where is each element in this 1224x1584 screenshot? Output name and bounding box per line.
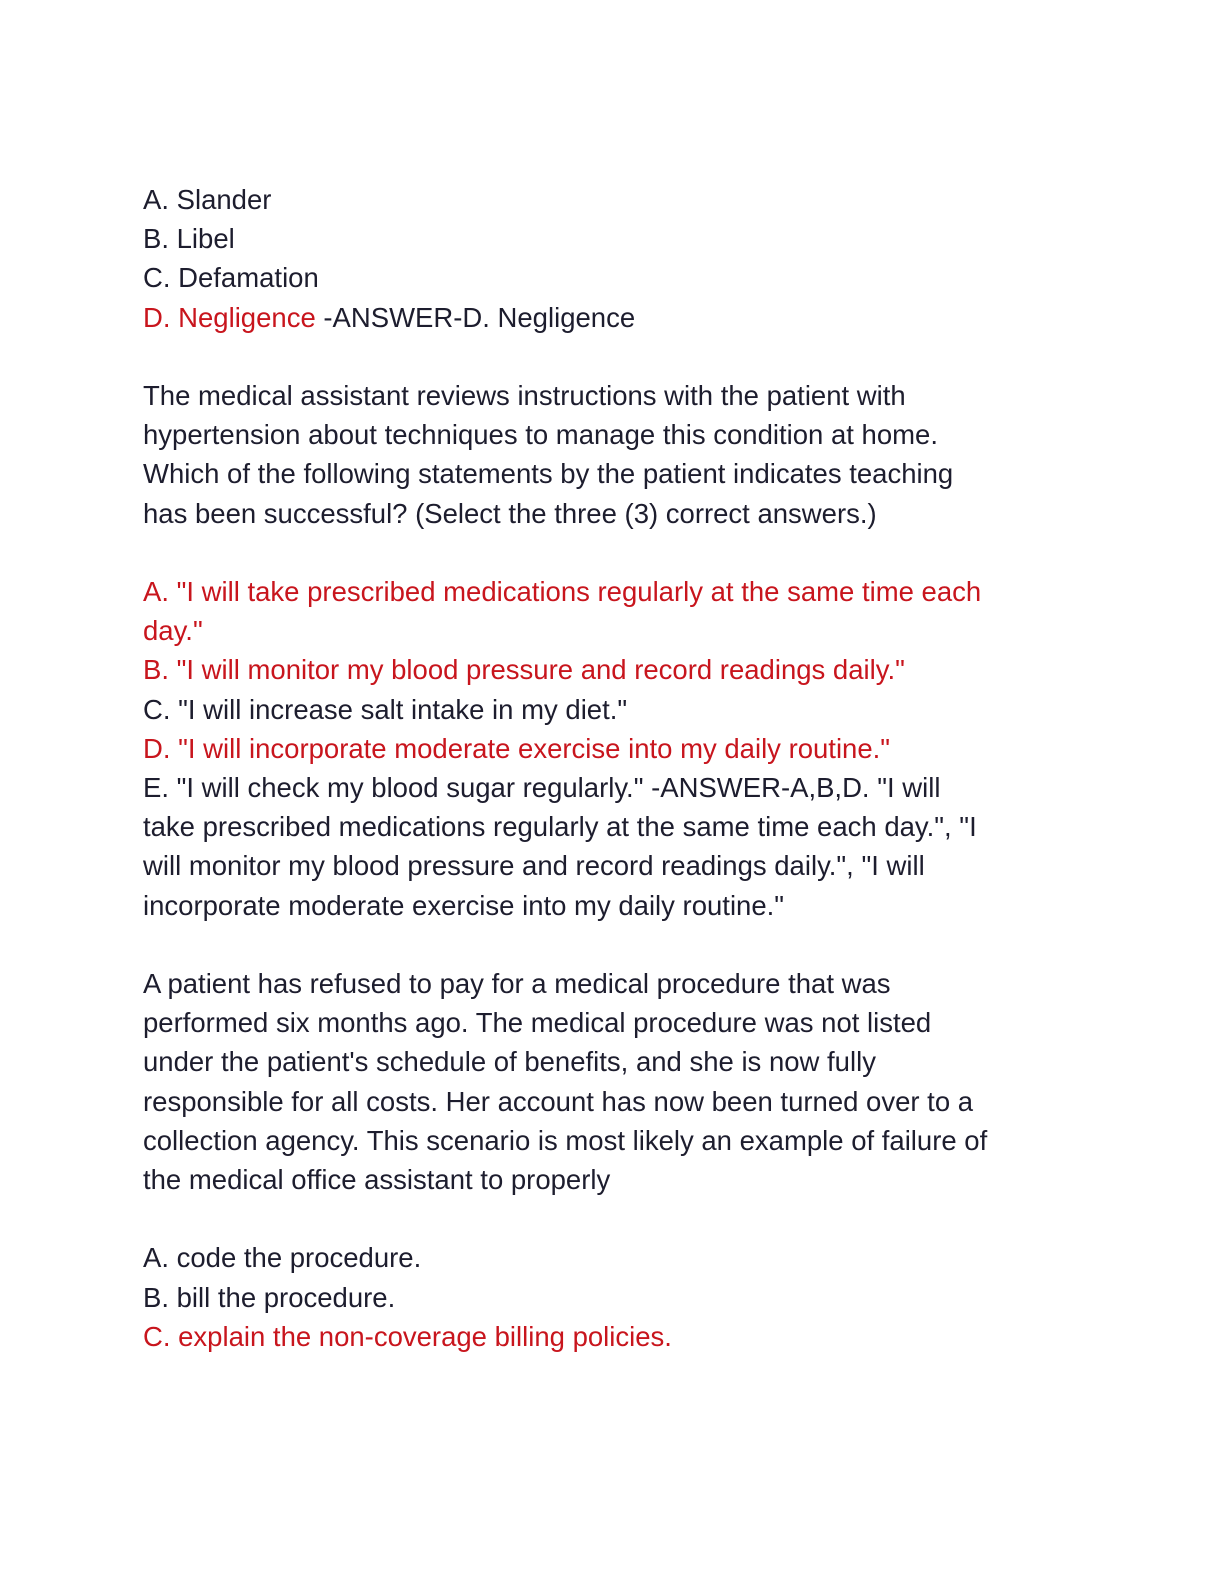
q3-question-line: under the patient's schedule of benefits, and she is now fully	[143, 1046, 876, 1078]
q2-question-line: Which of the following statements by the patient indicates teaching	[143, 458, 954, 490]
q2-answer-line: take prescribed medications regularly at the same time each day.", "I	[143, 811, 977, 843]
q2-answer-line: will monitor my blood pressure and record readings daily.", "I will	[143, 850, 925, 882]
q3-option-a: A. code the procedure.	[143, 1242, 422, 1274]
spacer	[143, 925, 1073, 964]
question-3-options	[143, 1238, 1073, 1356]
q2-question-line: The medical assistant reviews instructions with the patient with	[143, 380, 906, 411]
question-2	[143, 376, 1073, 533]
q1-option-b: B. Libel	[143, 223, 235, 255]
q3-option-b: B. bill the procedure.	[143, 1281, 396, 1313]
q2-question-line: hypertension about techniques to manage this condition at home.	[143, 419, 938, 451]
spacer	[143, 337, 1073, 376]
q1-option-d-line	[143, 298, 1073, 337]
q3-question-line: performed six months ago. The medical procedure was not listed	[143, 1007, 932, 1039]
q3-question-line: collection agency. This scenario is most likely an example of failure of	[143, 1124, 988, 1156]
spacer	[143, 533, 1073, 572]
q3-option-c-correct: C. explain the non-coverage billing policies.	[143, 1320, 672, 1352]
q1-option-d-correct: D. Negligence	[143, 301, 316, 333]
q2-option-a-correct-cont: day."	[143, 615, 203, 647]
question-2-options	[143, 572, 1073, 925]
document-page	[143, 180, 1073, 1356]
spacer	[143, 1199, 1073, 1238]
question-1-options	[143, 180, 1073, 337]
q1-option-a: A. Slander	[143, 184, 272, 215]
q2-option-a-correct: A. "I will take prescribed medications regularly at the same time each	[143, 576, 982, 607]
q2-question-line: has been successful? (Select the three (3) correct answers.)	[143, 497, 877, 529]
q3-question-line: responsible for all costs. Her account has now been turned over to a	[143, 1085, 974, 1117]
q1-answer: -ANSWER-D. Negligence	[315, 301, 636, 333]
q2-answer-line: incorporate moderate exercise into my daily routine."	[143, 889, 785, 921]
q3-question-line: the medical office assistant to properly	[143, 1164, 611, 1196]
q2-option-e-answer: E. "I will check my blood sugar regularly." -ANSWER-A,B,D. "I will	[143, 772, 941, 804]
q2-option-c: C. "I will increase salt intake in my diet."	[143, 693, 628, 725]
q2-option-d-correct: D. "I will incorporate moderate exercise into my daily routine."	[143, 732, 891, 764]
q1-option-c: C. Defamation	[143, 262, 319, 294]
question-3	[143, 964, 1073, 1199]
q3-question-line: A patient has refused to pay for a medical procedure that was	[143, 968, 891, 1000]
q2-option-b-correct: B. "I will monitor my blood pressure and record readings daily."	[143, 654, 905, 686]
